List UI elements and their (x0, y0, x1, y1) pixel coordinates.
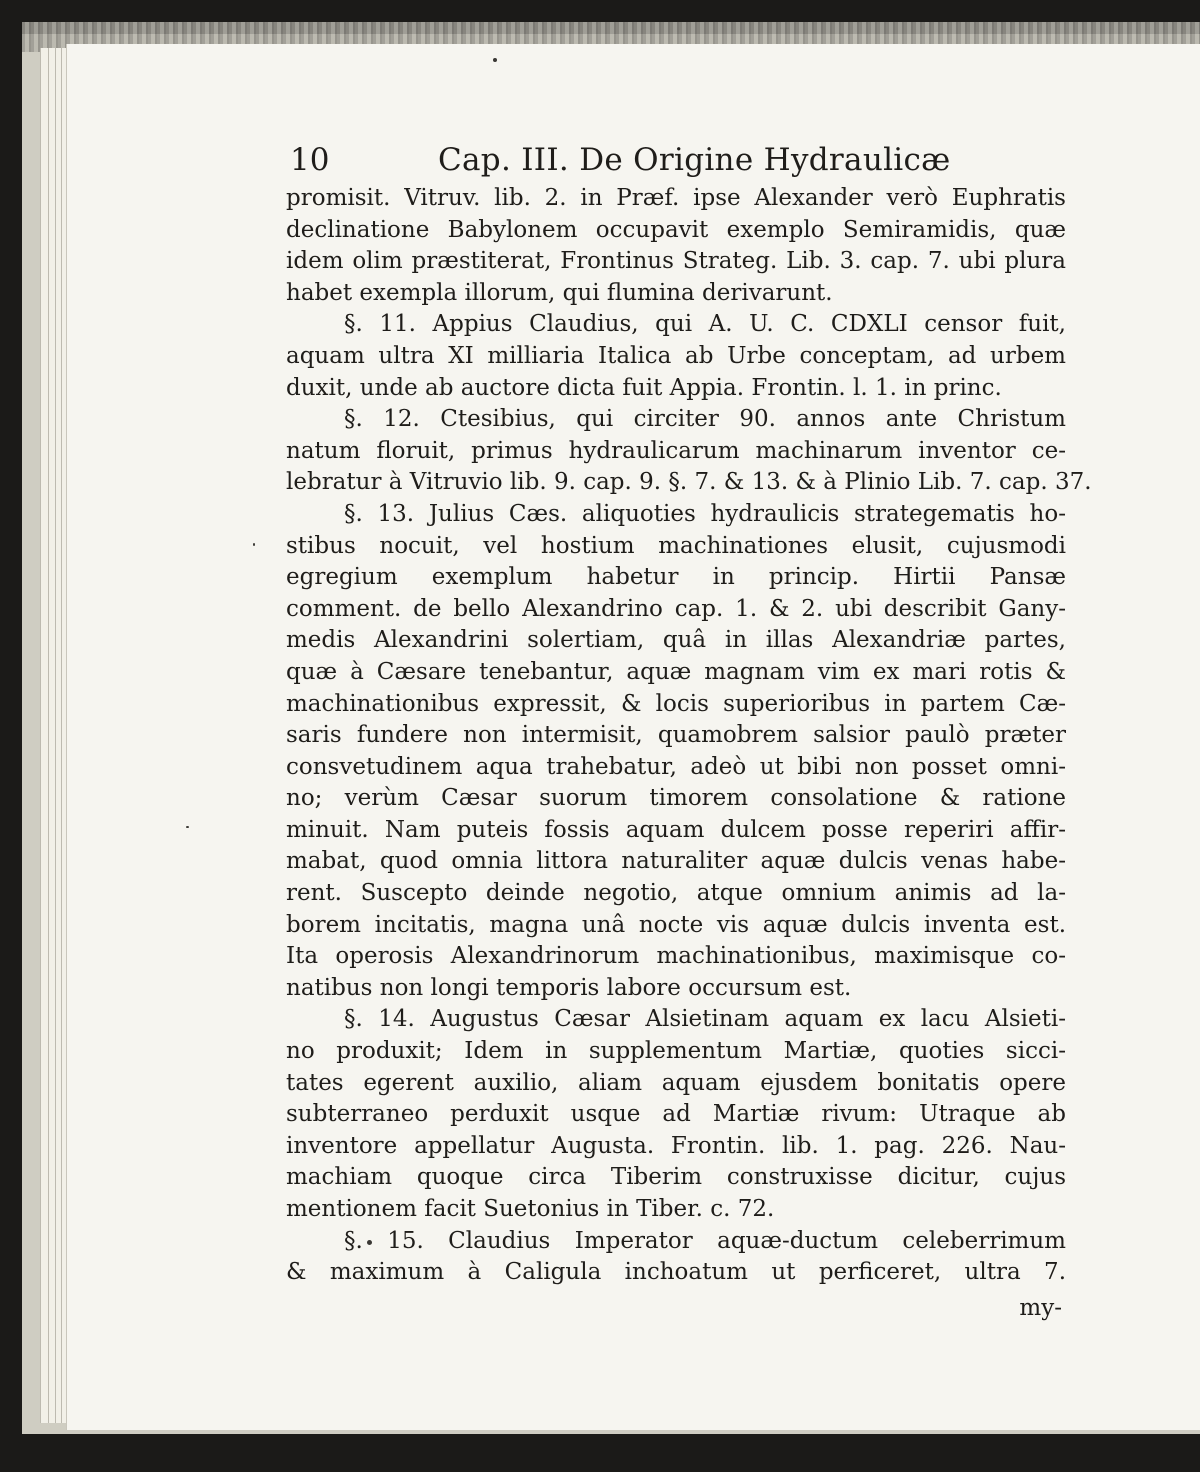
text-line: & maximum à Caligula inchoatum ut perficeret, ultra 7. (286, 1259, 1066, 1286)
page-text-block (286, 137, 1092, 1323)
ink-speck (253, 543, 255, 546)
text-line: machiam quoque circa Tiberim construxisse dicitur, cujus (286, 1164, 1066, 1191)
text-line: borem incitatis, magna unâ nocte vis aquæ dulcis inventa est. (286, 911, 1066, 938)
text-line: minuit. Nam puteis fossis aquam dulcem posse reperiri affir- (286, 816, 1066, 843)
text-line: consvetudinem aqua trahebatur, adeò ut bibi non posset omni- (286, 753, 1066, 780)
running-head (286, 137, 1066, 183)
text-line: comment. de bello Alexandrino cap. 1. & 2. ubi describit Gany- (286, 595, 1066, 622)
text-line: no; verùm Cæsar suorum timorem consolatione & ratione (286, 785, 1066, 812)
body-text (286, 183, 1092, 1289)
text-line: mentionem facit Suetonius in Tiber. c. 72. (286, 1196, 775, 1222)
text-line: Ita operosis Alexandrinorum machinationibus, maximisque co- (286, 943, 1066, 970)
text-line: §. 13. Julius Cæs. aliquoties hydraulicis strategematis ho- (344, 500, 1066, 527)
text-line: idem olim præstiterat, Frontinus Strateg. Lib. 3. cap. 7. ubi plura (286, 248, 1066, 275)
text-line: saris fundere non intermisit, quamobrem salsior paulò præter (286, 722, 1066, 749)
page-number: 10 (290, 142, 330, 178)
ink-speck (493, 58, 497, 62)
text-line: mabat, quod omnia littora naturaliter aquæ dulcis venas habe- (286, 848, 1066, 875)
ink-speck (186, 826, 189, 828)
text-line: §. 12. Ctesibius, qui circiter 90. annos ante Christum (344, 406, 1066, 433)
text-line: aquam ultra XI milliaria Italica ab Urbe conceptam, ad urbem (286, 342, 1066, 369)
text-line: declinatione Babylonem occupavit exemplo Semiramidis, quæ (286, 216, 1066, 243)
text-line: lebratur à Vitruvio lib. 9. cap. 9. §. 7. & 13. & à Plinio Lib. 7. cap. 37. (286, 469, 1092, 496)
text-line: tates egerent auxilio, aliam aquam ejusdem bonitatis opere (286, 1069, 1066, 1096)
text-line: egregium exemplum habetur in princip. Hirtii Pansæ (286, 564, 1066, 591)
text-line: §. 11. Appius Claudius, qui A. U. C. CDXLI censor fuit, (344, 311, 1066, 338)
text-line: quæ à Cæsare tenebantur, aquæ magnam vim ex mari rotis & (286, 658, 1066, 685)
chapter-title: Cap. III. De Origine Hydraulicæ (438, 142, 951, 178)
text-line: medis Alexandrini solertiam, quâ in illas Alexandriæ partes, (286, 627, 1066, 654)
text-line: rent. Suscepto deinde negotio, atque omnium animis ad la- (286, 880, 1066, 907)
text-line: duxit, unde ab auctore dicta fuit Appia. Frontin. l. 1. in princ. (286, 374, 1002, 401)
text-line: subterraneo perduxit usque ad Martiæ rivum: Utraque ab (286, 1101, 1066, 1128)
text-line: natum floruit, primus hydraulicarum machinarum inventor ce- (286, 437, 1066, 464)
text-line: machinationibus expressit, & locis superioribus in partem Cæ- (286, 690, 1066, 717)
text-line: §. 14. Augustus Cæsar Alsietinam aquam ex lacu Alsieti- (344, 1006, 1066, 1033)
catchword-row (286, 1289, 1066, 1323)
text-line: §. 15. Claudius Imperator aquæ-ductum celeberrimum (344, 1227, 1066, 1254)
text-line: promisit. Vitruv. lib. 2. in Præf. ipse Alexander verò Euphratis (286, 185, 1066, 211)
catchword: my- (1019, 1294, 1062, 1321)
text-line: inventore appellatur Augusta. Frontin. lib. 1. pag. 226. Nau- (286, 1132, 1066, 1159)
text-line: stibus nocuit, vel hostium machinationes elusit, cujusmodi (286, 532, 1066, 559)
text-line: habet exempla illorum, qui flumina derivarunt. (286, 279, 833, 306)
text-line: no produxit; Idem in supplementum Martiæ, quoties sicci- (286, 1038, 1066, 1065)
text-line: natibus non longi temporis labore occursum est. (286, 974, 852, 1001)
